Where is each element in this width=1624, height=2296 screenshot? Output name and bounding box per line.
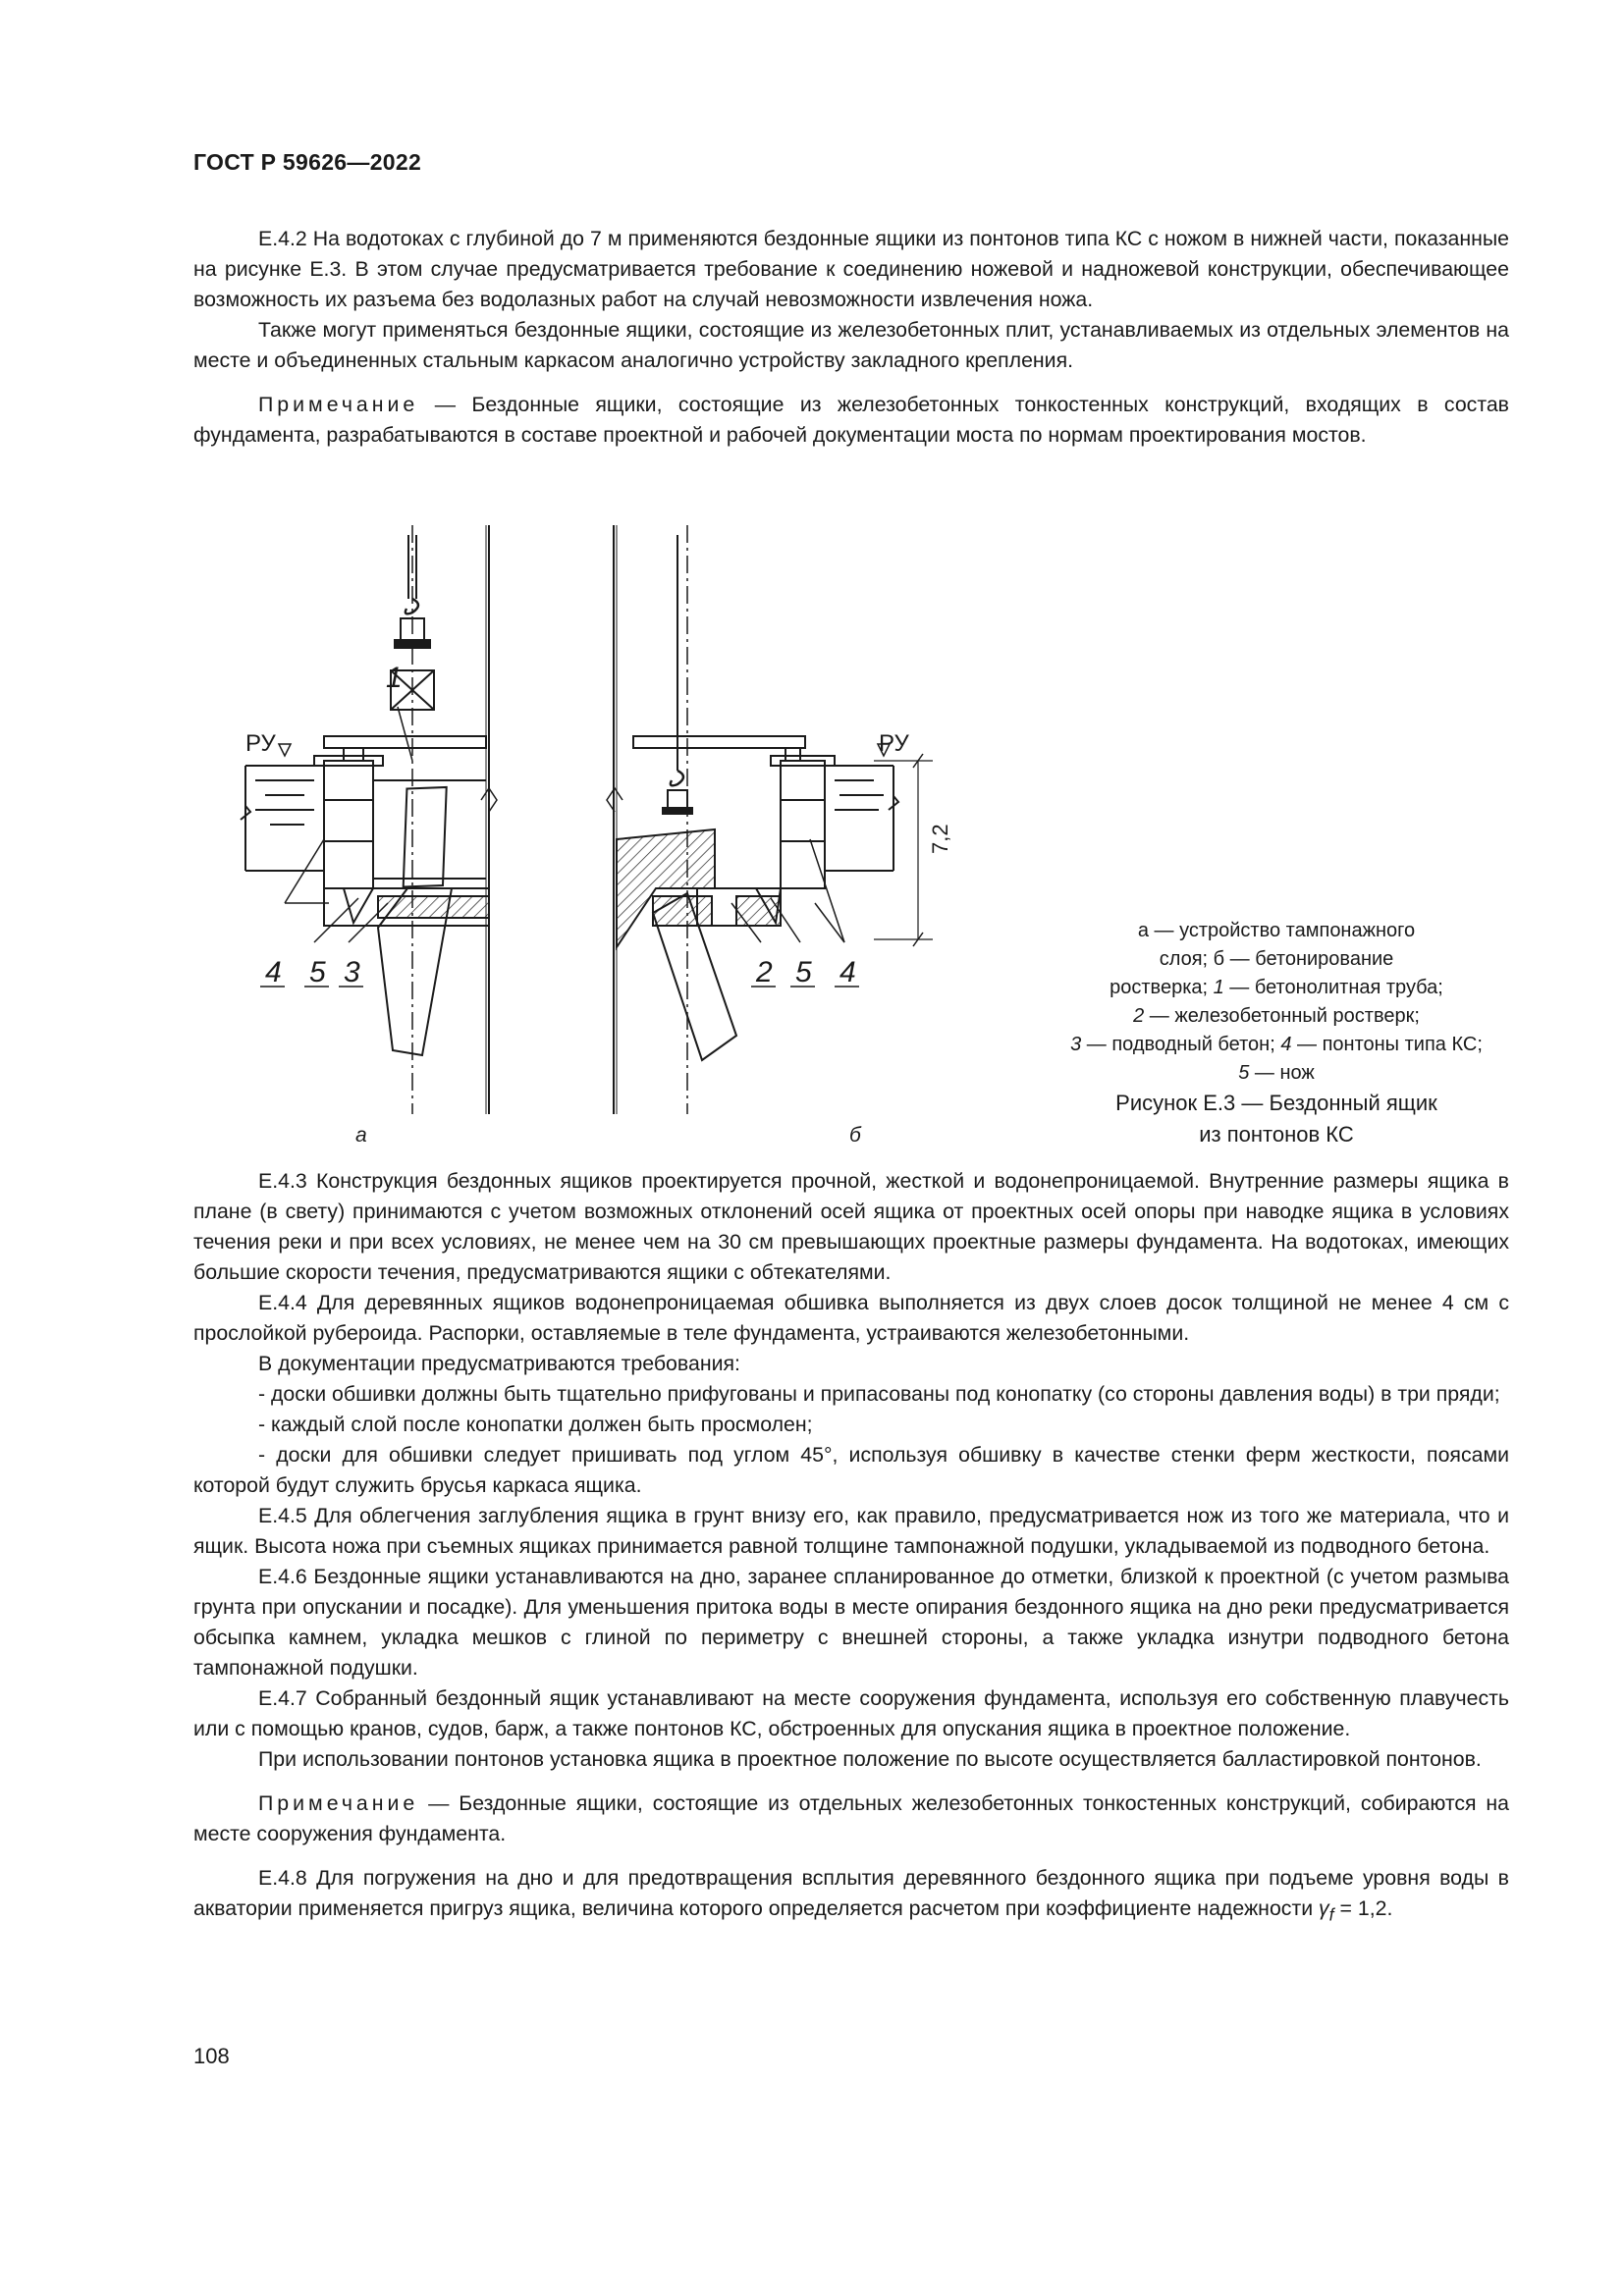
- page-number: 108: [193, 2044, 230, 2068]
- paragraph-e44-item3: - доски для обшивки следует пришивать под углом 45°, используя обшивку в качестве стенки ферм жесткости, поясами которой будут служить брусья каркаса ящика.: [193, 1443, 1509, 1497]
- water-level-label-b: РУ: [879, 730, 909, 757]
- diagram-a: [241, 525, 497, 1114]
- document-header: ГОСТ Р 59626—2022: [193, 149, 422, 175]
- subfigure-label-a: а: [355, 1124, 367, 1147]
- note-1-text: — Бездонные ящики, состоящие из железобетонных тонкостенных конструкций, входящих в состав фундамента, разрабатываются в составе проектной и рабочей документации моста по нормам проектирования мостов.: [193, 393, 1509, 447]
- gamma-symbol: γ: [1319, 1896, 1329, 1920]
- legend-line-2: слоя; б — бетонирование: [1159, 948, 1394, 970]
- legend-line-4: 2 — железобетонный ростверк;: [1133, 1005, 1420, 1027]
- paragraph-e47-b: При использовании понтонов установка ящика в проектное положение по высоте осуществляется балластировкой понтонов.: [258, 1747, 1482, 1771]
- legend-line-5: 3 — подводный бетон; 4 — понтоны типа КС;: [1070, 1034, 1483, 1055]
- paragraph-e44: Е.4.4 Для деревянных ящиков водонепроницаемая обшивка выполняется из двух слоев досок толщиной не менее 4 см с прослойкой рубероида. Распорки, оставляемые в теле фундамента, устраиваются железобетонными.: [193, 1291, 1509, 1345]
- caption-line-1: Рисунок Е.3 — Бездонный ящик: [1115, 1091, 1437, 1115]
- dimension-label: 7,2: [928, 824, 952, 854]
- legend-line-6: 5 — нож: [1238, 1062, 1315, 1084]
- callout-2-b: 2: [756, 956, 773, 988]
- paragraph-e43: Е.4.3 Конструкция бездонных ящиков проектируется прочной, жесткой и водонепроницаемой. Внутренние размеры ящика в плане (в свету) принимаются с учетом возможных отклонений осей ящика от проектных осей опоры при наводке ящика в условиях течения реки и при всех условиях, не менее чем на 30 см превышающих проектные размеры фундамента. На водотоках, имеющих большие скорости течения, предусматриваются ящики с обтекателями.: [193, 1169, 1509, 1284]
- paragraph-e44-item2: - каждый слой после конопатки должен быть просмолен;: [258, 1413, 813, 1436]
- paragraph-e48: Е.4.8 Для погружения на дно и для предотвращения всплытия деревянного бездонного ящика при подъеме уровня воды в акватории применяется пригруз ящика, величина которого определяется расчетом при коэффициенте надежности $\gamma_f = 1,2$.: [193, 1866, 1509, 1925]
- legend-line-3: ростверка; 1 — бетонолитная труба;: [1110, 977, 1443, 998]
- figure-e3: [187, 515, 1051, 1163]
- gamma-subscript: f: [1328, 1904, 1334, 1925]
- paragraph-e44-item1: - доски обшивки должны быть тщательно прифугованы и припасованы под конопатку (со стороны давления воды) в три пряди;: [258, 1382, 1500, 1406]
- paragraph-e42: Е.4.2 На водотоках с глубиной до 7 м применяются бездонные ящики из понтонов типа КС с ножом в нижней части, показанные на рисунке Е.3. В этом случае предусматривается требование к соединению ножевой и надножевой конструкции, обеспечивающее возможность их разъема без водолазных работ на случай невозможности извлечения ножа.: [193, 227, 1509, 311]
- paragraph-e46: Е.4.6 Бездонные ящики устанавливаются на дно, заранее спланированное до отметки, близкой к проектной (с учетом размыва грунта при опускании и посадке). Для уменьшения притока воды в месте опирания бездонного ящика на дно реки предусматривается обсыпка камнем, укладка мешков с глиной по периметру с внешней стороны, а также укладка изнутри подводного бетона тампонажной подушки.: [193, 1565, 1509, 1680]
- legend-line-1: а — устройство тампонажного: [1137, 920, 1416, 941]
- note-2: [193, 1789, 1509, 1849]
- paragraph-e44-req: В документации предусматриваются требования:: [258, 1352, 740, 1375]
- note-2-label: Примечание: [258, 1791, 419, 1815]
- figure-e3-drawing: [187, 515, 1051, 1163]
- callout-4-b: 4: [839, 956, 856, 988]
- note-1-label: Примечание: [258, 393, 419, 416]
- paragraph-e42-also: Также могут применяться бездонные ящики, состоящие из железобетонных плит, устанавливаемых из отдельных элементов на месте и объединенных стальным каркасом аналогично устройству закладного крепления.: [193, 318, 1509, 372]
- figure-legend: [1041, 917, 1512, 1088]
- note-2-text: — Бездонные ящики, состоящие из отдельных железобетонных тонкостенных конструкций, собираются на месте сооружения фундамента.: [193, 1791, 1509, 1845]
- callout-5-a: 5: [309, 956, 326, 988]
- figure-caption: [1041, 1088, 1512, 1150]
- diagram-b: [607, 525, 933, 1114]
- subfigure-label-b: б: [849, 1124, 861, 1147]
- callout-1: 1: [386, 662, 403, 694]
- text-block-top: [193, 224, 1509, 451]
- callout-3-a: 3: [344, 956, 360, 988]
- paragraph-e45: Е.4.5 Для облегчения заглубления ящика в грунт внизу его, как правило, предусматривается нож из того же материала, что и ящик. Высота ножа при съемных ящиках принимается равной толщине тампонажной подушки, укладываемой из подводного бетона.: [193, 1504, 1509, 1558]
- callout-4-a: 4: [265, 956, 282, 988]
- note-1: [193, 390, 1509, 451]
- callout-5-b: 5: [795, 956, 812, 988]
- paragraph-e47: Е.4.7 Собранный бездонный ящик устанавливают на месте сооружения фундамента, используя его собственную плавучесть или с помощью кранов, судов, барж, а также понтонов КС, обстроенных для опускания ящика в проектное положение.: [193, 1686, 1509, 1740]
- caption-line-2: из понтонов КС: [1199, 1122, 1354, 1147]
- text-block-bottom: [193, 1166, 1509, 1930]
- water-level-label-a: РУ: [245, 730, 276, 757]
